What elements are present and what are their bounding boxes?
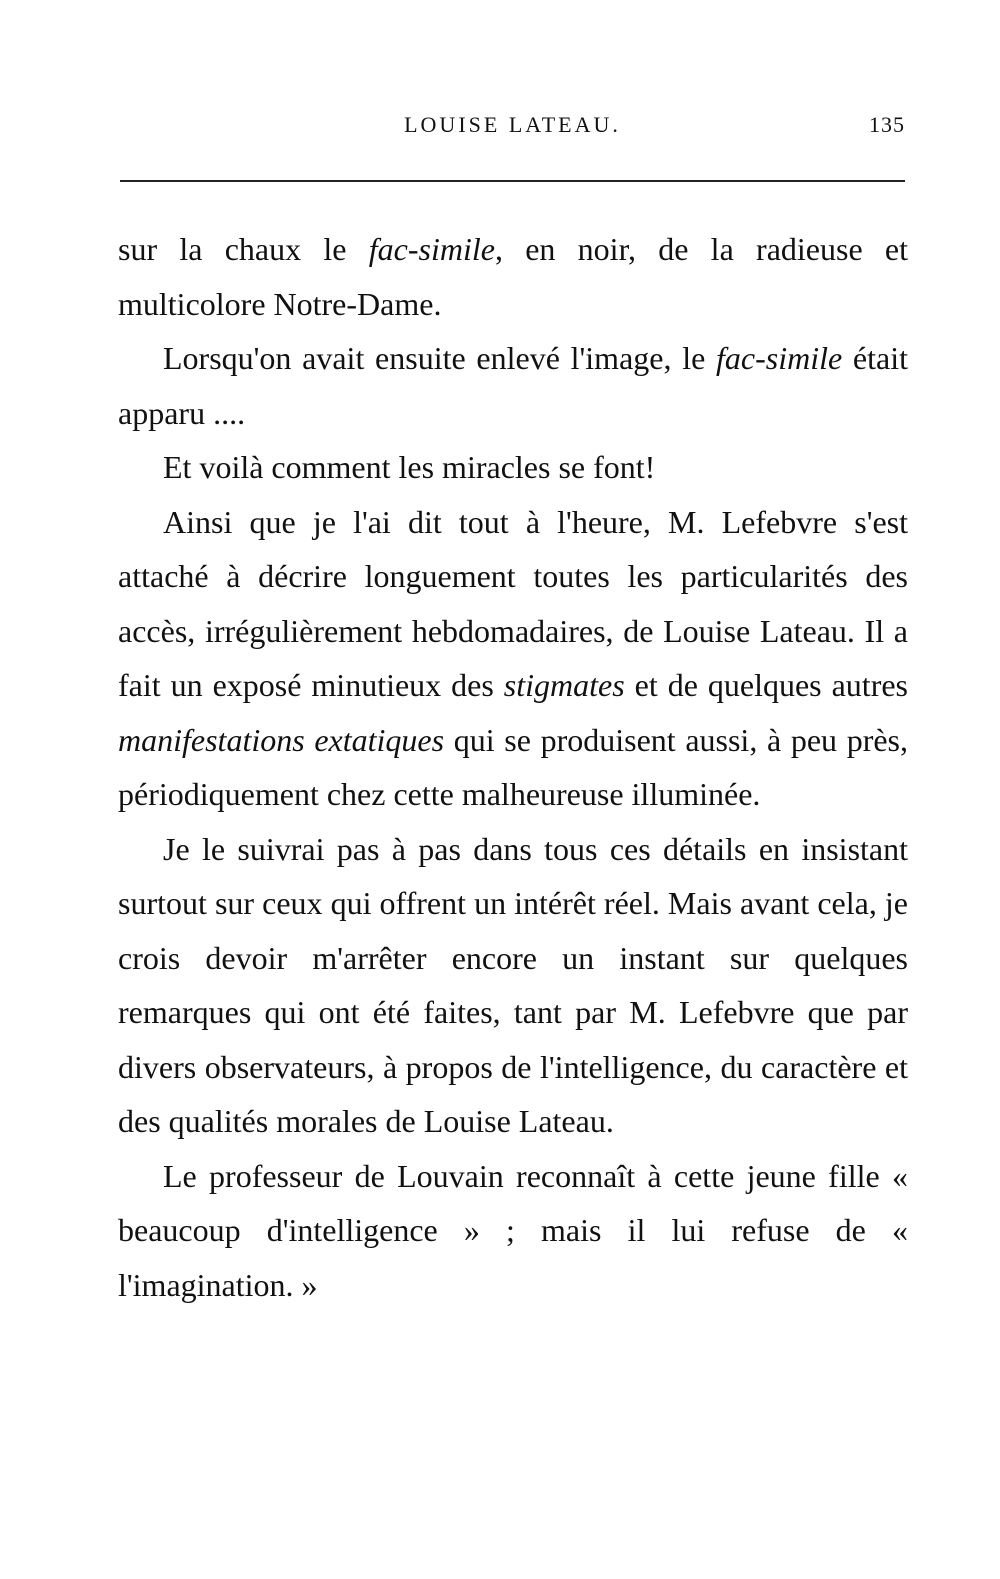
text-segment: Le professeur de Louvain reconnaît à cette jeune fille « beaucoup d'intelligence » ; mais il lui refuse de « l'imagination. » [118, 1157, 908, 1303]
text-segment: , en noir, de la radieuse et multicolore Notre-Dame. [118, 231, 909, 322]
text-segment: Je le suivrai pas à pas dans tous ces détails en insistant surtout sur ceux qui offrent un intérêt réel. Mais avant cela, je crois devoir m'arrêter encore un instant sur quelques remarques qui ont été faites, tant par M. Lefebvre que par divers observateurs, à propos de l'intelligence, du caractère et des qualités morales de Louise Lateau. [118, 830, 908, 1139]
paragraph [118, 1149, 908, 1313]
text-segment: et de quelques autres [624, 667, 909, 703]
text-segment: était apparu .... [118, 340, 909, 431]
header-rule [120, 180, 905, 182]
running-head [120, 112, 905, 142]
running-title: LOUISE LATEAU. [404, 112, 621, 137]
text-segment: Ainsi que je l'ai dit tout à l'heure, M. Lefebvre s'est attaché à décrire longuement toutes les particularités des accès, irrégulièrement hebdomadaires, de Louise Lateau. Il a fait un exposé minutieux des [118, 503, 908, 703]
paragraph [118, 222, 908, 331]
italic-text: fac-simile [368, 231, 495, 267]
body-text [118, 222, 908, 1312]
text-segment: Lorsqu'on avait ensuite enlevé l'image, le [163, 340, 717, 376]
paragraph [118, 440, 908, 495]
italic-text: manifestations extatiques [118, 721, 445, 758]
text-segment: sur la chaux le [118, 231, 369, 267]
italic-text: fac-simile [716, 340, 843, 376]
paragraph [118, 822, 908, 1149]
text-segment: Et voilà comment les miracles se font! [163, 449, 656, 485]
paragraph [118, 331, 908, 440]
paragraph [118, 495, 908, 822]
italic-text: stigmates [503, 667, 625, 703]
page-number: 135 [869, 112, 905, 137]
text-segment: qui se produisent aussi, à peu près, périodiquement chez cette malheureuse illuminée. [118, 721, 909, 812]
